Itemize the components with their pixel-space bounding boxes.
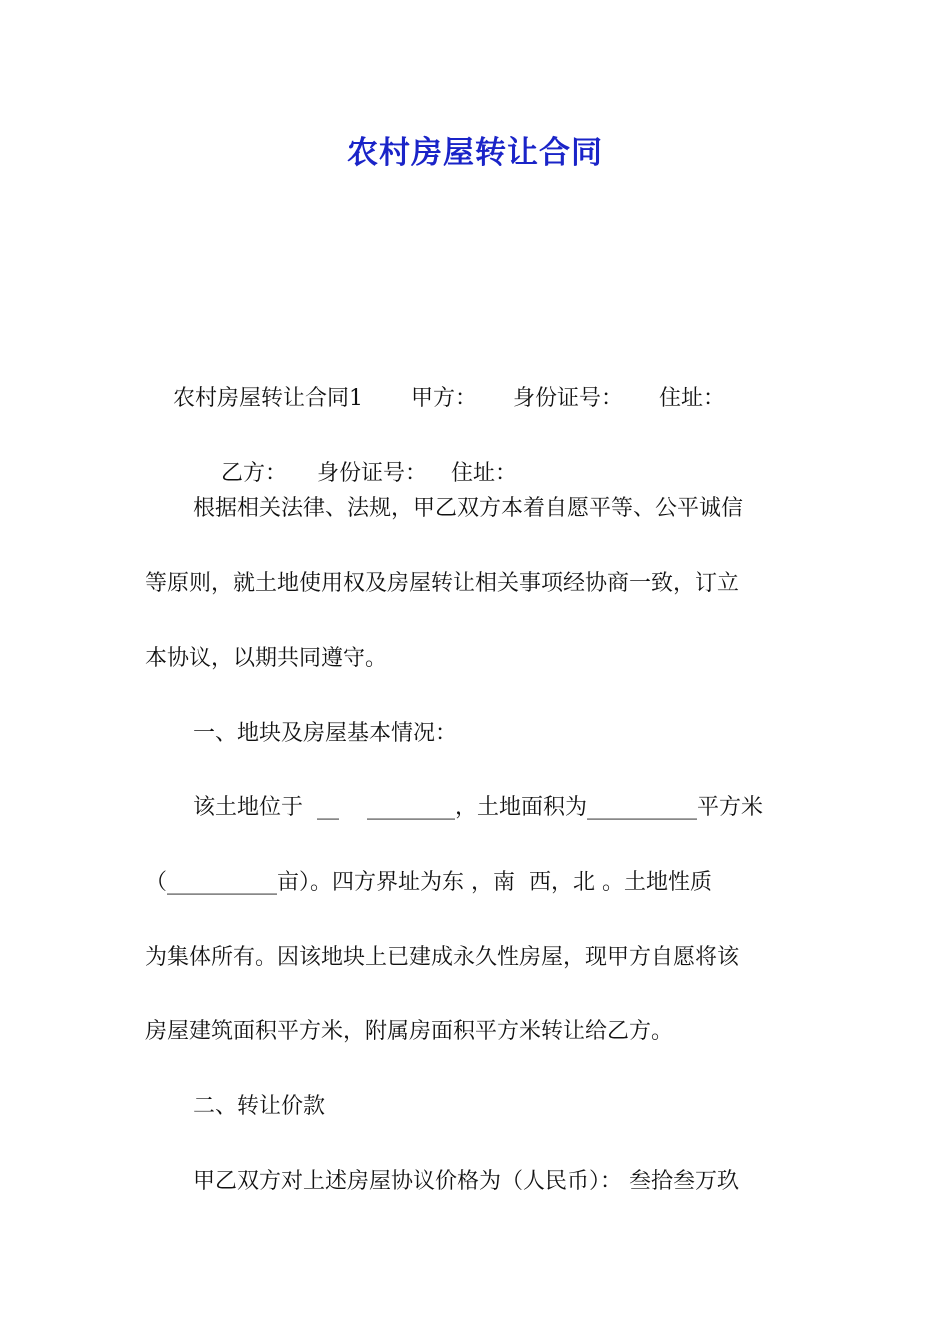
party-b-label: 乙方： xyxy=(220,461,287,486)
party-a-id-label: 身份证号： xyxy=(513,386,624,411)
paragraph-line: 等原则，就土地使用权及房屋转让相关事项经协商一致，订立 xyxy=(145,571,740,596)
party-b-address-label: 住址： xyxy=(451,461,518,486)
paragraph-line: （__________亩）。四方界址为东 ，南 西，北 。土地性质 xyxy=(145,870,712,895)
party-b-id-label: 身份证号： xyxy=(317,461,428,486)
paragraph-line: 该土地位于 __ ________，土地面积为__________平方米 xyxy=(193,795,763,820)
section-heading: 一、地块及房屋基本情况： xyxy=(193,721,458,746)
paragraph-line: 根据相关法律、法规，甲乙双方本着自愿平等、公平诚信 xyxy=(193,496,744,521)
paragraph-line: 本协议，以期共同遵守。 xyxy=(145,646,388,671)
contract-heading: 农村房屋转让合同1 xyxy=(172,386,363,411)
paragraph-line: 甲乙双方对上述房屋协议价格为（人民币）： 叁拾叁万玖 xyxy=(193,1169,739,1194)
document-title: 农村房屋转让合同 xyxy=(347,135,603,171)
party-a-address-label: 住址： xyxy=(659,386,726,411)
party-a-label: 甲方： xyxy=(410,386,477,411)
section-heading: 二、转让价款 xyxy=(193,1094,326,1119)
paragraph-line: 房屋建筑面积平方米，附属房面积平方米转让给乙方。 xyxy=(145,1019,674,1044)
paragraph-line: 为集体所有。因该地块上已建成永久性房屋，现甲方自愿将该 xyxy=(145,945,740,970)
